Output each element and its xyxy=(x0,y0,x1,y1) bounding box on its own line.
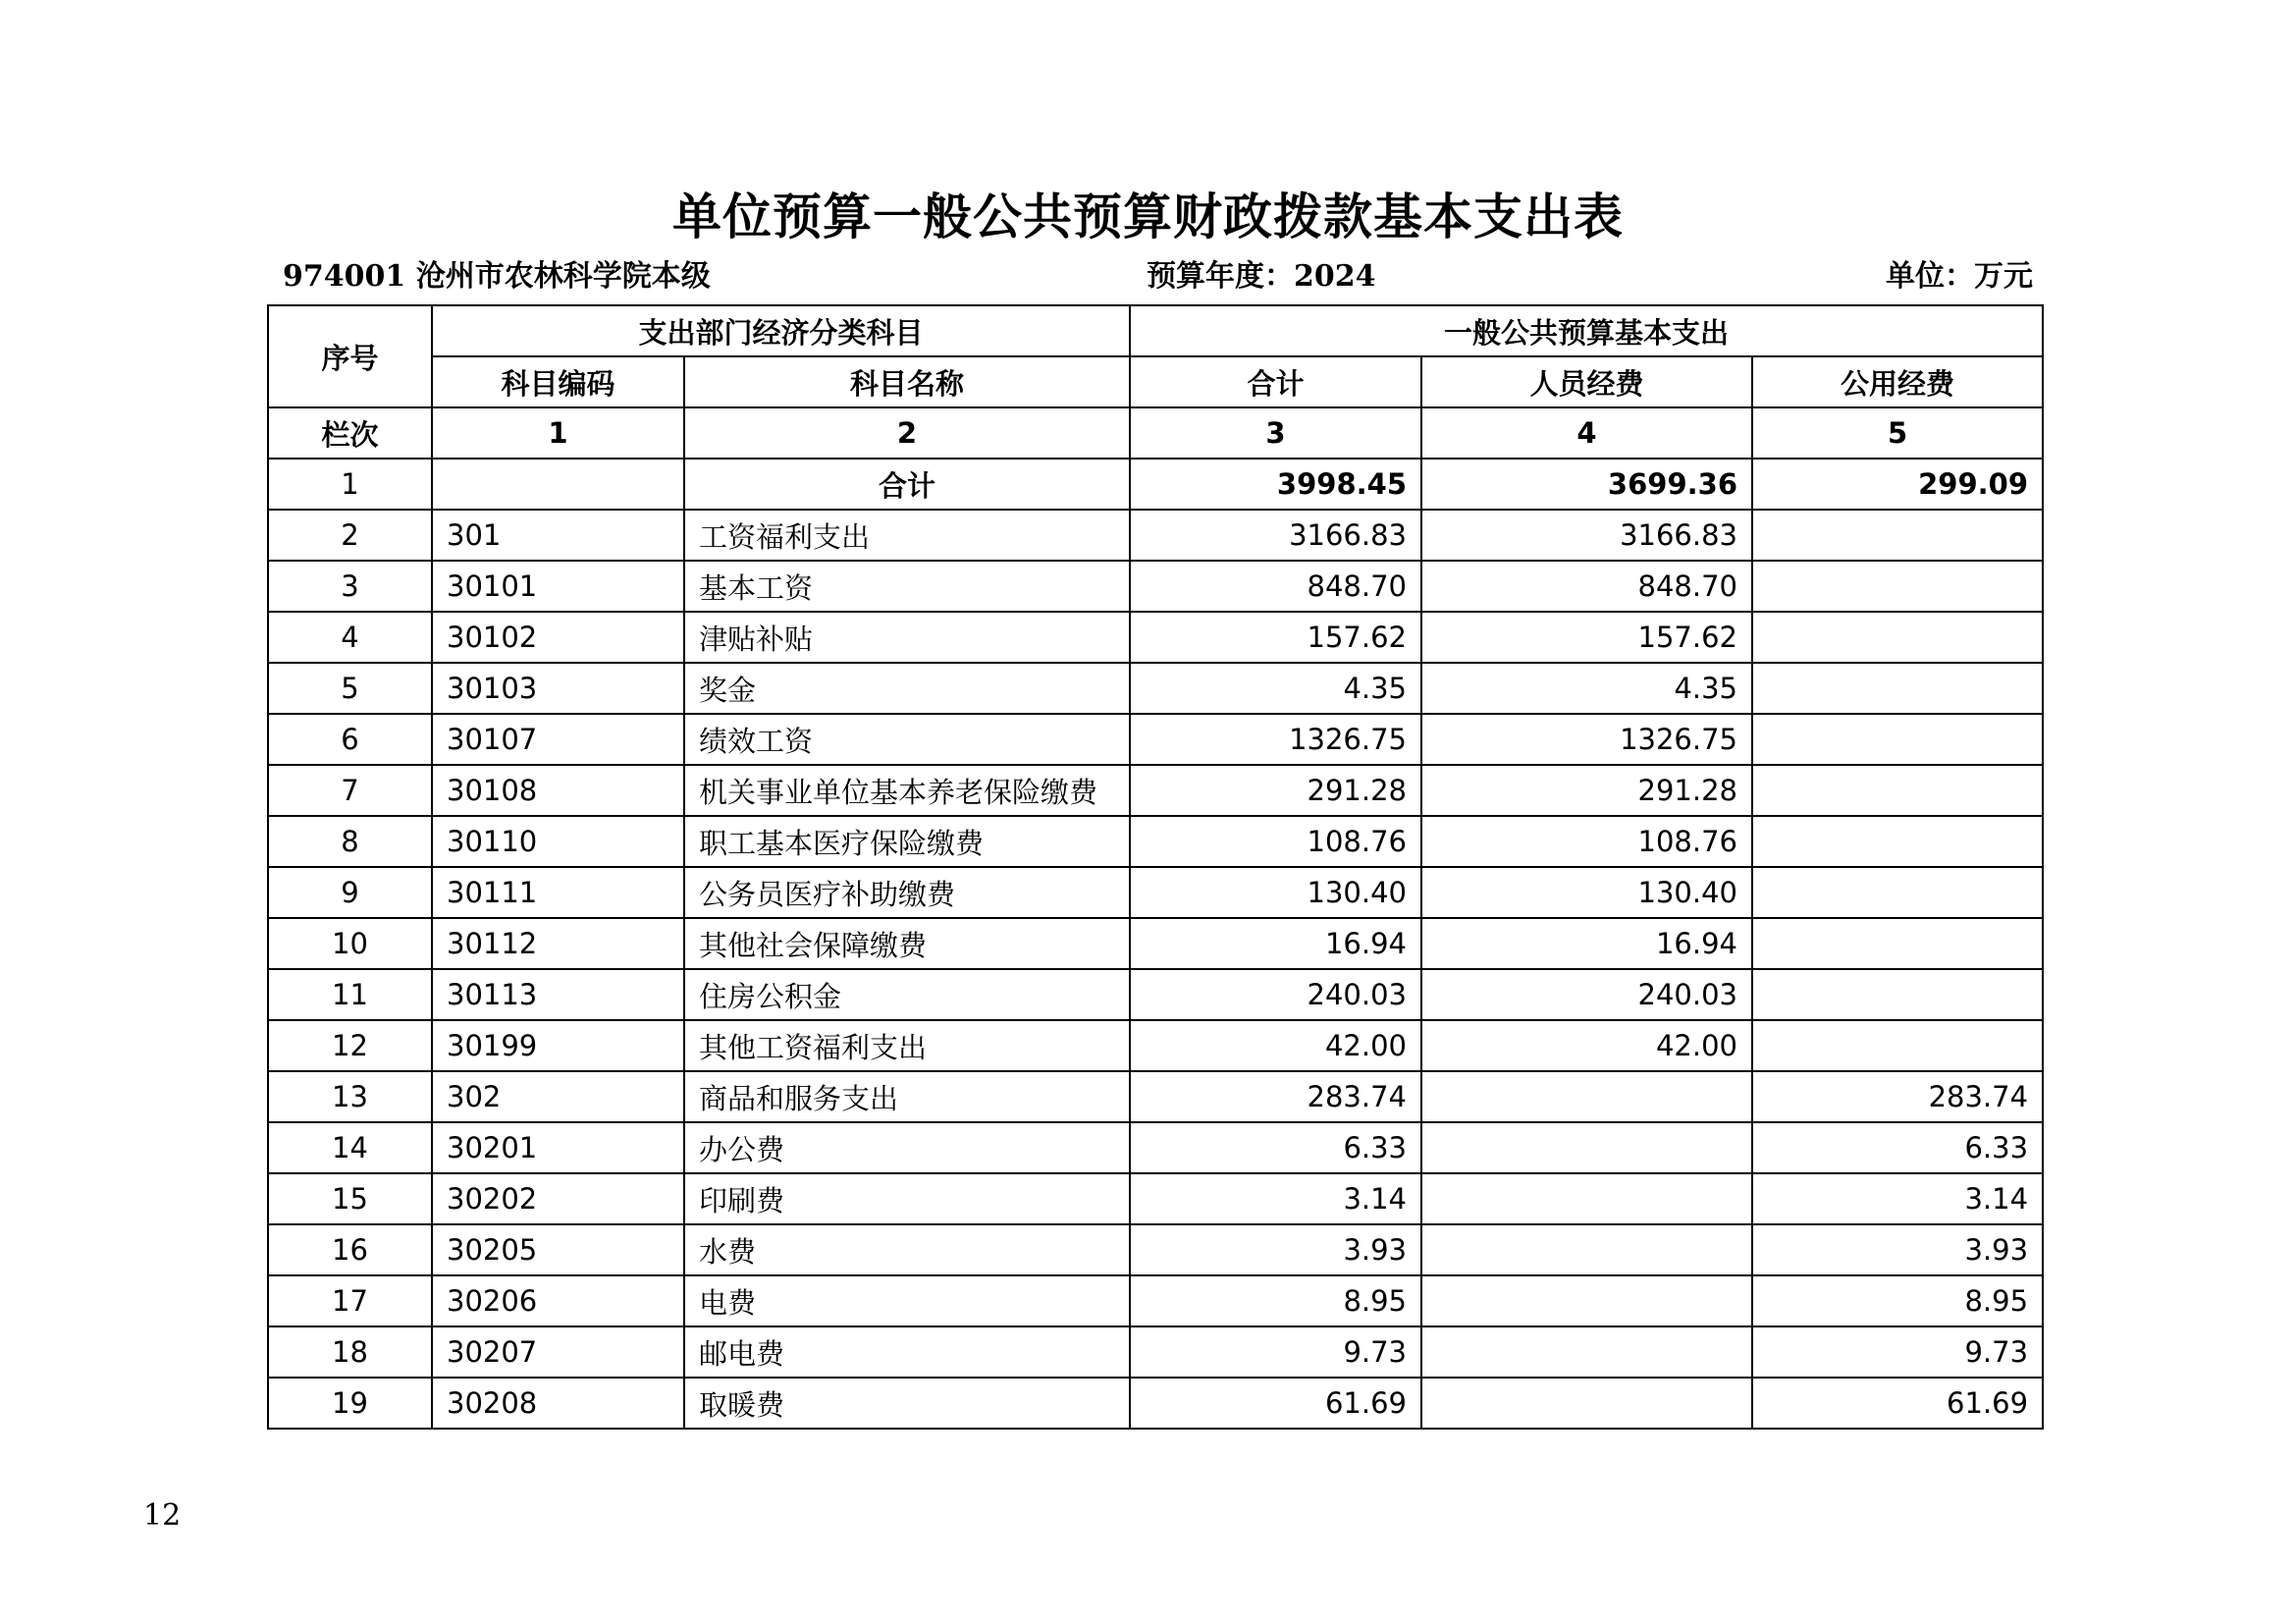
table-row xyxy=(268,1122,2043,1173)
cell-code: 30201 xyxy=(432,1122,684,1173)
cell-name: 取暖费 xyxy=(684,1378,1130,1429)
cell-code xyxy=(432,459,684,510)
cell-seq: 6 xyxy=(268,714,432,765)
cell-code: 302 xyxy=(432,1071,684,1122)
cell-personnel xyxy=(1421,1122,1752,1173)
cell-code: 30108 xyxy=(432,765,684,816)
table-row xyxy=(268,765,2043,816)
table-row xyxy=(268,969,2043,1020)
cell-personnel: 4.35 xyxy=(1421,663,1752,714)
cell-public xyxy=(1752,765,2043,816)
cell-public xyxy=(1752,816,2043,867)
table-row xyxy=(268,1326,2043,1378)
cell-total: 3.14 xyxy=(1130,1173,1421,1224)
cell-personnel xyxy=(1421,1378,1752,1429)
cell-name: 邮电费 xyxy=(684,1326,1130,1378)
cell-name: 其他工资福利支出 xyxy=(684,1020,1130,1071)
cell-personnel: 1326.75 xyxy=(1421,714,1752,765)
cell-name: 基本工资 xyxy=(684,561,1130,612)
cell-code: 30107 xyxy=(432,714,684,765)
header-public: 公用经费 xyxy=(1752,356,2043,407)
header-row-2 xyxy=(268,356,2043,407)
page-number: 12 xyxy=(143,1498,182,1533)
cell-total: 61.69 xyxy=(1130,1378,1421,1429)
cell-seq: 15 xyxy=(268,1173,432,1224)
cell-seq: 16 xyxy=(268,1224,432,1275)
table-row xyxy=(268,1378,2043,1429)
table-row xyxy=(268,816,2043,867)
cell-total: 3166.83 xyxy=(1130,510,1421,561)
cell-total: 9.73 xyxy=(1130,1326,1421,1378)
page-title: 单位预算一般公共预算财政拨款基本支出表 xyxy=(672,188,1624,245)
cell-personnel: 42.00 xyxy=(1421,1020,1752,1071)
cell-code: 30112 xyxy=(432,918,684,969)
col-label: 栏次 xyxy=(268,407,432,459)
cell-seq: 7 xyxy=(268,765,432,816)
cell-code: 301 xyxy=(432,510,684,561)
cell-seq: 19 xyxy=(268,1378,432,1429)
total-row xyxy=(268,459,2043,510)
table-row xyxy=(268,1275,2043,1326)
table-row xyxy=(268,1173,2043,1224)
cell-code: 30102 xyxy=(432,612,684,663)
cell-personnel: 130.40 xyxy=(1421,867,1752,918)
cell-personnel: 3699.36 xyxy=(1421,459,1752,510)
cell-public: 3.93 xyxy=(1752,1224,2043,1275)
cell-personnel: 240.03 xyxy=(1421,969,1752,1020)
cell-total: 157.62 xyxy=(1130,612,1421,663)
cell-public xyxy=(1752,510,2043,561)
budget-table xyxy=(267,304,2044,1430)
cell-total: 1326.75 xyxy=(1130,714,1421,765)
cell-name: 合计 xyxy=(684,459,1130,510)
cell-total: 4.35 xyxy=(1130,663,1421,714)
cell-name: 机关事业单位基本养老保险缴费 xyxy=(684,765,1130,816)
cell-personnel: 108.76 xyxy=(1421,816,1752,867)
header-personnel: 人员经费 xyxy=(1421,356,1752,407)
cell-seq: 8 xyxy=(268,816,432,867)
cell-name: 电费 xyxy=(684,1275,1130,1326)
header-code: 科目编码 xyxy=(432,356,684,407)
cell-public xyxy=(1752,714,2043,765)
cell-name: 公务员医疗补助缴费 xyxy=(684,867,1130,918)
cell-seq: 3 xyxy=(268,561,432,612)
header-seq: 序号 xyxy=(268,305,432,407)
cell-public: 299.09 xyxy=(1752,459,2043,510)
table-row xyxy=(268,1224,2043,1275)
cell-seq: 2 xyxy=(268,510,432,561)
table-row xyxy=(268,867,2043,918)
cell-code: 30103 xyxy=(432,663,684,714)
table-row xyxy=(268,510,2043,561)
unit-info: 974001 沧州市农林科学院本级 xyxy=(283,259,711,294)
cell-public: 3.14 xyxy=(1752,1173,2043,1224)
cell-name: 奖金 xyxy=(684,663,1130,714)
cell-name: 办公费 xyxy=(684,1122,1130,1173)
cell-seq: 18 xyxy=(268,1326,432,1378)
cell-public xyxy=(1752,612,2043,663)
column-index-row xyxy=(268,407,2043,459)
cell-total: 291.28 xyxy=(1130,765,1421,816)
table-row xyxy=(268,612,2043,663)
cell-total: 6.33 xyxy=(1130,1122,1421,1173)
cell-code: 30202 xyxy=(432,1173,684,1224)
cell-personnel: 291.28 xyxy=(1421,765,1752,816)
cell-total: 283.74 xyxy=(1130,1071,1421,1122)
currency-unit: 单位：万元 xyxy=(1886,259,2033,294)
cell-code: 30110 xyxy=(432,816,684,867)
cell-personnel xyxy=(1421,1275,1752,1326)
cell-total: 130.40 xyxy=(1130,867,1421,918)
cell-code: 30113 xyxy=(432,969,684,1020)
cell-total: 42.00 xyxy=(1130,1020,1421,1071)
cell-personnel xyxy=(1421,1173,1752,1224)
table-row xyxy=(268,1071,2043,1122)
table-row xyxy=(268,1020,2043,1071)
cell-code: 30199 xyxy=(432,1020,684,1071)
col-index-4: 4 xyxy=(1421,407,1752,459)
cell-total: 3.93 xyxy=(1130,1224,1421,1275)
cell-public xyxy=(1752,918,2043,969)
cell-code: 30206 xyxy=(432,1275,684,1326)
cell-total: 108.76 xyxy=(1130,816,1421,867)
cell-total: 848.70 xyxy=(1130,561,1421,612)
cell-public: 8.95 xyxy=(1752,1275,2043,1326)
cell-code: 30111 xyxy=(432,867,684,918)
cell-personnel: 157.62 xyxy=(1421,612,1752,663)
cell-name: 其他社会保障缴费 xyxy=(684,918,1130,969)
table-row xyxy=(268,714,2043,765)
cell-public xyxy=(1752,663,2043,714)
cell-code: 30208 xyxy=(432,1378,684,1429)
cell-seq: 13 xyxy=(268,1071,432,1122)
cell-personnel: 3166.83 xyxy=(1421,510,1752,561)
cell-code: 30207 xyxy=(432,1326,684,1378)
cell-personnel xyxy=(1421,1224,1752,1275)
cell-name: 工资福利支出 xyxy=(684,510,1130,561)
header-basic-expense: 一般公共预算基本支出 xyxy=(1130,305,2043,356)
cell-seq: 17 xyxy=(268,1275,432,1326)
cell-name: 水费 xyxy=(684,1224,1130,1275)
cell-name: 津贴补贴 xyxy=(684,612,1130,663)
table-row xyxy=(268,663,2043,714)
cell-seq: 11 xyxy=(268,969,432,1020)
cell-public: 6.33 xyxy=(1752,1122,2043,1173)
cell-public xyxy=(1752,1020,2043,1071)
col-index-5: 5 xyxy=(1752,407,2043,459)
cell-name: 职工基本医疗保险缴费 xyxy=(684,816,1130,867)
cell-total: 240.03 xyxy=(1130,969,1421,1020)
budget-year: 预算年度：2024 xyxy=(1147,259,1376,294)
cell-name: 住房公积金 xyxy=(684,969,1130,1020)
cell-seq: 14 xyxy=(268,1122,432,1173)
cell-personnel xyxy=(1421,1071,1752,1122)
header-dept-category: 支出部门经济分类科目 xyxy=(432,305,1130,356)
col-index-3: 3 xyxy=(1130,407,1421,459)
header-name: 科目名称 xyxy=(684,356,1130,407)
cell-seq: 1 xyxy=(268,459,432,510)
header-row-1 xyxy=(268,305,2043,356)
cell-personnel xyxy=(1421,1326,1752,1378)
table-row xyxy=(268,561,2043,612)
cell-seq: 10 xyxy=(268,918,432,969)
cell-public: 9.73 xyxy=(1752,1326,2043,1378)
cell-name: 印刷费 xyxy=(684,1173,1130,1224)
table-row xyxy=(268,918,2043,969)
cell-public xyxy=(1752,561,2043,612)
cell-name: 绩效工资 xyxy=(684,714,1130,765)
cell-total: 3998.45 xyxy=(1130,459,1421,510)
cell-code: 30101 xyxy=(432,561,684,612)
header-total: 合计 xyxy=(1130,356,1421,407)
cell-seq: 9 xyxy=(268,867,432,918)
cell-total: 16.94 xyxy=(1130,918,1421,969)
cell-name: 商品和服务支出 xyxy=(684,1071,1130,1122)
cell-seq: 12 xyxy=(268,1020,432,1071)
cell-public: 61.69 xyxy=(1752,1378,2043,1429)
cell-public xyxy=(1752,969,2043,1020)
cell-total: 8.95 xyxy=(1130,1275,1421,1326)
cell-public xyxy=(1752,867,2043,918)
cell-public: 283.74 xyxy=(1752,1071,2043,1122)
cell-seq: 5 xyxy=(268,663,432,714)
cell-personnel: 16.94 xyxy=(1421,918,1752,969)
cell-seq: 4 xyxy=(268,612,432,663)
col-index-1: 1 xyxy=(432,407,684,459)
cell-personnel: 848.70 xyxy=(1421,561,1752,612)
cell-code: 30205 xyxy=(432,1224,684,1275)
col-index-2: 2 xyxy=(684,407,1130,459)
